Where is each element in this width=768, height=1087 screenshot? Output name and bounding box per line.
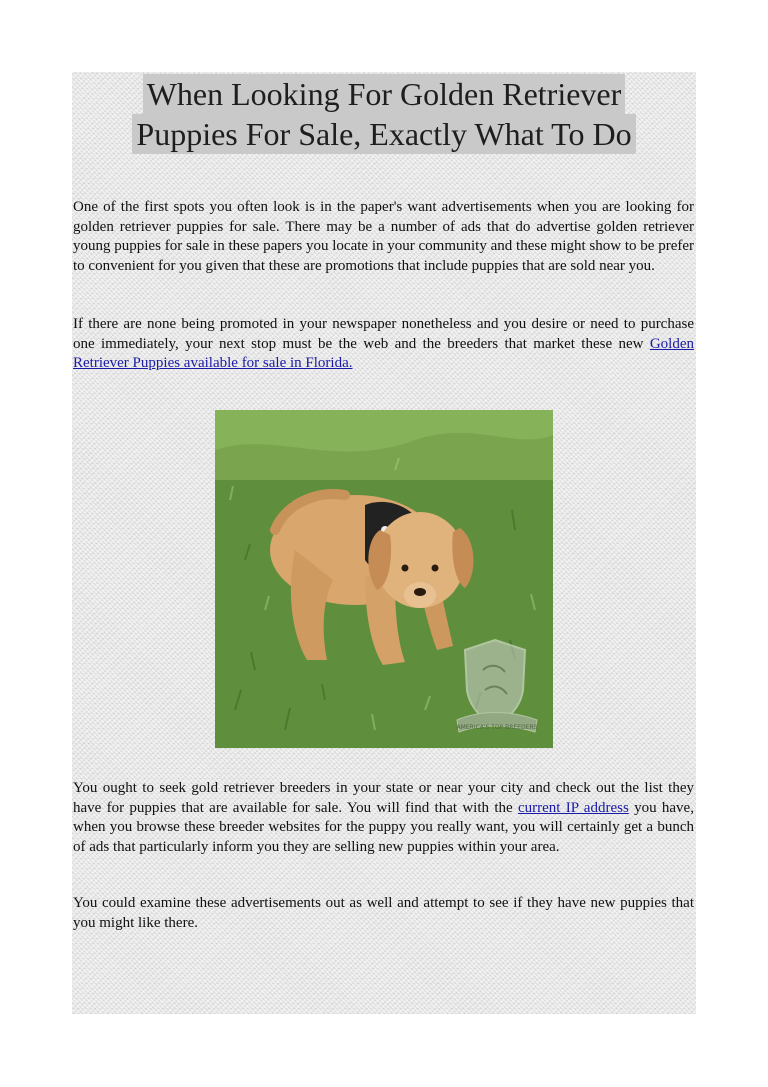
- puppy-photo: [215, 410, 553, 748]
- document-page: [72, 72, 696, 1014]
- title-line-2: Puppies For Sale, Exactly What To Do: [132, 114, 635, 154]
- title-line-1: When Looking For Golden Retriever: [143, 74, 626, 114]
- paragraph-1: One of the first spots you often look is in the paper's want advertisements when you are looking for golden retriever puppies for sale. There may be a number of ads that do advertise golden retriever young puppies for sale in these papers you locate in your community and these might show to be prefer to convenient for you given that these are promotions that include puppies that are sold near you.: [73, 199, 694, 274]
- photo-watermark: AMERICA'S TOP BREEDERS: [456, 724, 538, 731]
- paragraph-3-text-b: you have, when you browse these breeder websites for the puppy you really want, you will certainly get a bunch of ads that particularly inform you they are selling new puppies within your area.: [73, 799, 694, 855]
- paragraph-3: [73, 779, 694, 857]
- paragraph-2: [73, 315, 694, 374]
- page-title: [72, 72, 696, 154]
- golden-retriever-florida-link[interactable]: Golden Retriever Puppies available for sale in Florida.: [73, 335, 694, 371]
- paragraph-3-text-a: You ought to seek gold retriever breeders in your state or near your city and check out the list they have for puppies that are available for sale. You will find that with the: [73, 780, 694, 816]
- paragraph-4: You could examine these advertisements out as well and attempt to see if they have new puppies that you might like there.: [73, 895, 694, 931]
- current-ip-address-link[interactable]: current IP address: [517, 799, 629, 816]
- paragraph-2-text: If there are none being promoted in your newspaper nonetheless and you desire or need to purchase one immediately, your next stop must be the web and the breeders that market these new: [73, 316, 694, 352]
